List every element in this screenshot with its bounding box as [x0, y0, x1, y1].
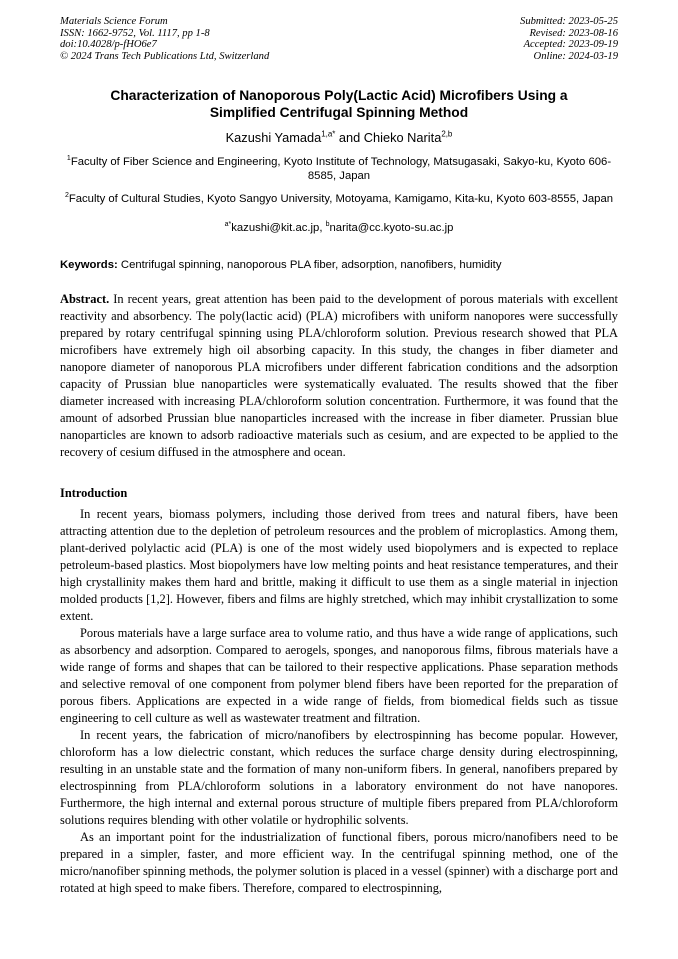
affiliation-2 [60, 192, 618, 206]
journal-name: Materials Science Forum [60, 16, 168, 27]
journal-doi: doi:10.4028/p-fHO6e7 [60, 39, 157, 51]
intro-paragraph-2: Porous materials have a large surface area to volume ratio, and thus have a wide range of applications, such as absorbency and adsorption. Compared to aerogels, sponges, and nanoporous films, fibrous materials have a wide range of forms and shapes that can be tailored to their respective applications. Phase separation methods and selective removal of one component from polymer blend fibers have been reported for the preparation of porous fibers. Applications are expected in a wide range of fields, from biomedical fields such as tissue engineering to cell culture as well as wastewater treatment and filtration. [60, 626, 618, 726]
authors-line [60, 130, 618, 146]
abstract-paragraph [60, 291, 618, 461]
paper-title [60, 87, 618, 121]
affiliation-2-text: Faculty of Cultural Studies, Kyoto Sangyo University, Motoyama, Kamigamo, Kita-ku, Kyoto 603-8555, Japan [68, 193, 614, 206]
date-revised: Revised: 2023-08-16 [529, 27, 618, 39]
journal-issn-volume: ISSN: 1662-9752, Vol. 1117, pp 1-8 [60, 27, 210, 39]
affiliation-1-text: Faculty of Fiber Science and Engineering, Kyoto Institute of Technology, Matsugasaki, Sakyo-ku, Kyoto 606-8585, Japan [70, 156, 612, 183]
author-1-superscript: 1,a* [321, 130, 336, 140]
email-a-superscript: a* [224, 221, 232, 229]
abstract-text: In recent years, great attention has been paid to the development of porous materials with excellent reactivity and absorbency. The poly(lactic acid) (PLA) microfibers with uniform nanopores were successfully prepared by rotary centrifugal spinning using PLA/chloroform solution. Previous research showed that PLA microfibers have extremely high oil absorbing capacity. In this study, the changes in fiber diameter and nanopore diameter of nanoporous PLA microfibers under different fabrication conditions and the adsorption capacity of Prussian blue nanoparticles were systematically evaluated. The results showed that the fiber diameter increased with increasing PLA/chloroform solution concentration. Furthermore, it was found that the amount of adsorbed Prussian blue nanoparticles increased with the increase in fiber diameter. Prussian blue nanoparticles are known to adsorb radioactive materials such as cesium, and are expected to be applied to the recovery of cesium diffused in the atmosphere and ocean. [60, 292, 618, 460]
email-b-superscript: b [325, 221, 330, 229]
keywords-line [60, 258, 618, 272]
authors-connector: and [335, 130, 364, 146]
intro-paragraph-4: As an important point for the industrialization of functional fibers, porous micro/nanofibers need to be prepared in a simpler, faster, and more efficient way. In the centrifugal spinning method, one of the micro/nanofiber spinning methods, the polymer solution is placed in a vessel (spinner) with a discharge port and rotated at high speed to make fibers. Therefore, compared to electrospinning, [60, 830, 618, 896]
date-online: Online: 2024-03-19 [533, 50, 618, 62]
keywords-label: Keywords: [60, 259, 118, 272]
affiliation-2-superscript: 2 [64, 192, 69, 200]
author-1-name: Kazushi Yamada [225, 130, 322, 146]
paper-title-line2: Simplified Centrifugal Spinning Method [209, 105, 469, 121]
introduction-section [60, 506, 618, 897]
affiliation-1 [60, 155, 618, 183]
journal-copyright: © 2024 Trans Tech Publications Ltd, Switzerland [60, 50, 270, 62]
paper-title-line1: Characterization of Nanoporous Poly(Lactic Acid) Microfibers Using a [110, 88, 568, 104]
affiliation-1-superscript: 1 [66, 155, 71, 163]
section-heading-introduction: Introduction [60, 486, 128, 501]
submission-dates [520, 16, 618, 62]
email-a: kazushi@kit.ac.jp, [231, 222, 326, 235]
journal-info [60, 16, 269, 62]
keywords-text: Centrifugal spinning, nanoporous PLA fiber, adsorption, nanofibers, humidity [117, 259, 502, 272]
date-submitted: Submitted: 2023-05-25 [520, 16, 618, 27]
journal-header [60, 16, 618, 62]
email-b: narita@cc.kyoto-su.ac.jp [329, 222, 454, 235]
abstract-label: Abstract. [60, 292, 110, 307]
author-2-name: Chieko Narita [363, 130, 442, 146]
author-2-superscript: 2,b [441, 130, 453, 140]
date-accepted: Accepted: 2023-09-19 [523, 39, 618, 51]
email-line [60, 221, 618, 235]
intro-paragraph-3: In recent years, the fabrication of micro/nanofibers by electrospinning has become popular. However, chloroform has a low dielectric constant, which reduces the surface charge density during electrospinning, resulting in an unstable state and the formation of many non-uniform fibers. In general, nanofibers prepared by electrospinning from PLA/chloroform solutions in a laboratory environment do not have nanopores. Furthermore, the high internal and external porous structure of multiple fibers prepared from PLA/chloroform solutions requires blending with other volatile or hydrophilic solvents. [60, 728, 618, 828]
intro-paragraph-1: In recent years, biomass polymers, including those derived from trees and natural fibers, have been attracting attention due to the depletion of petroleum resources and the problem of microplastics. Among them, plant-derived polylactic acid (PLA) is one of the most widely used biopolymers and is expected to replace petroleum-based plastics. Most biopolymers have low melting points and heat resistance temperatures, and their high crystallinity makes them hard and brittle, making it difficult to use them as a single material in injection molded products [1,2]. However, fibers and films are highly stretched, which may inhibit crystallization to some extent. [60, 507, 618, 624]
